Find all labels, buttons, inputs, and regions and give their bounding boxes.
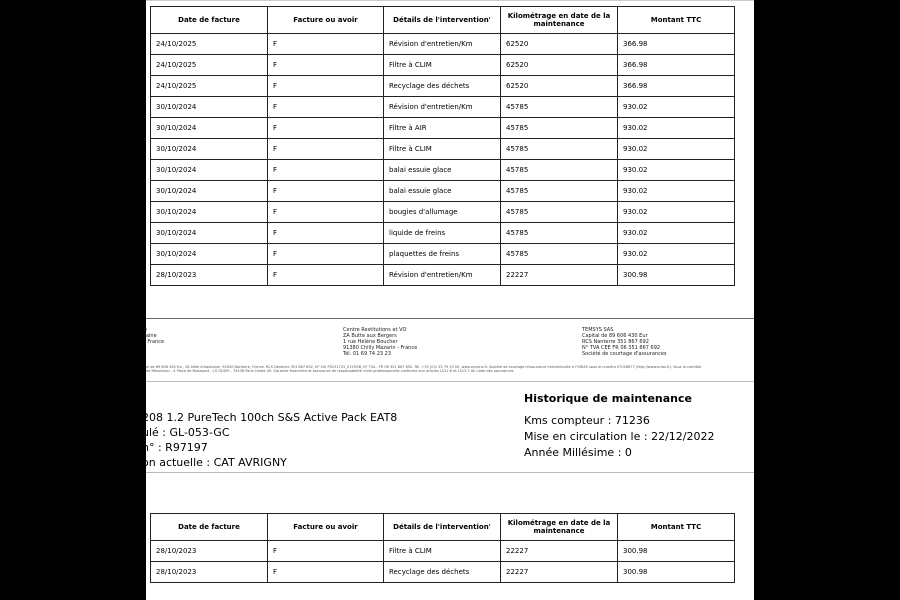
cell-amount: 300.98 [618,265,735,286]
cell-type: F [268,97,384,118]
cell-details: balai essuie glace [384,160,501,181]
footer-legal: al de 89 606 430 Eur, 28 Allée d'Aquitaine, 92000 Nanterre, France. RCS Nanterre 351 867 692, N° SIU FR231725_01YSGB, N° TVA - FR 06 351 867 692. Tél. +33 (0)1 55 79 19 00, www.ayvens.fr. Société de courtage d'assurance immatriculée à l'ORIAS sous le numéro 07026677 (http://www.orias.fr). Sous le contrôle de Résolution - 4 Place de Budapest - CS 92459 - 75436 Paris Cedex 09. Garantie financière et assurance de responsabilité civile professionnelle conforme aux articles L512.6 et L512.7 du Code des assurances. [146,365,702,373]
cell-date: 30/10/2024 [151,97,268,118]
cell-date: 30/10/2024 [151,244,268,265]
cell-amount: 366.98 [618,34,735,55]
table-row [151,223,735,244]
cell-type: F [268,244,384,265]
vehicle-model: 208 1.2 PureTech 100ch S&S Active Pack EAT8 [142,411,398,424]
vehicle-plate: ulé : GL-053-GC [142,426,230,439]
cell-type: F [268,160,384,181]
cell-mileage: 45785 [501,223,618,244]
cell-mileage: 62520 [501,76,618,97]
table-row [151,160,735,181]
cell-date: 24/10/2025 [151,76,268,97]
cell-date: 28/10/2023 [151,541,268,562]
header-date: Date de facture [151,7,268,34]
header-details: Détails de l'intervention' [384,514,501,541]
cell-mileage: 45785 [501,181,618,202]
maintenance-table-top [150,6,735,286]
history-registration-date: Mise en circulation le : 22/12/2022 [524,430,715,443]
table-row [151,541,735,562]
table-row [151,76,735,97]
cell-type: F [268,181,384,202]
cell-mileage: 45785 [501,244,618,265]
table-row [151,265,735,286]
cell-amount: 930.02 [618,223,735,244]
cell-amount: 930.02 [618,97,735,118]
cell-amount: 930.02 [618,181,735,202]
cell-details: Filtre à AIR [384,118,501,139]
cell-details: Recyclage des déchets [384,562,501,583]
section-rule [146,472,754,473]
cell-type: F [268,55,384,76]
cell-amount: 930.02 [618,160,735,181]
cell-date: 24/10/2025 [151,55,268,76]
header-mileage: Kilométrage en date de la maintenance [501,7,618,34]
cell-mileage: 62520 [501,34,618,55]
cell-date: 30/10/2024 [151,181,268,202]
cell-amount: 930.02 [618,118,735,139]
cell-mileage: 22227 [501,541,618,562]
header-amount: Montant TTC [618,514,735,541]
cell-details: Filtre à CLIM [384,541,501,562]
table-row [151,34,735,55]
history-kms: Kms compteur : 71236 [524,414,650,427]
cell-mileage: 62520 [501,55,618,76]
table-header-row [151,514,735,541]
cell-date: 30/10/2024 [151,202,268,223]
cell-details: liquide de freins [384,223,501,244]
maintenance-table-bottom [150,513,735,583]
footer-left: e taine - France [144,327,165,345]
table-header-row [151,7,735,34]
vehicle-info [142,410,398,470]
cell-details: bougies d'allumage [384,202,501,223]
cell-mileage: 22227 [501,265,618,286]
cell-type: F [268,118,384,139]
cell-details: balai essuie glace [384,181,501,202]
cell-details: Recyclage des déchets [384,76,501,97]
cell-date: 30/10/2024 [151,118,268,139]
header-details: Détails de l'intervention' [384,7,501,34]
header-date: Date de facture [151,514,268,541]
table-row [151,181,735,202]
cell-mileage: 45785 [501,160,618,181]
cell-details: Révision d'entretien/Km [384,265,501,286]
cell-date: 28/10/2023 [151,265,268,286]
vehicle-location: on actuelle : CAT AVRIGNY [142,456,287,469]
header-type: Facture ou avoir [268,7,384,34]
cell-details: plaquettes de freins [384,244,501,265]
header-amount: Montant TTC [618,7,735,34]
cell-mileage: 45785 [501,202,618,223]
top-rule [146,0,754,1]
cell-mileage: 22227 [501,562,618,583]
header-mileage: Kilométrage en date de la maintenance [501,514,618,541]
cell-type: F [268,541,384,562]
history-title: Historique de maintenance [524,392,692,405]
table-row [151,202,735,223]
cell-type: F [268,562,384,583]
table-row [151,97,735,118]
page-footer [146,318,754,382]
footer-address: Centre Restitutions et VO ZA Butte aux Bergers 1 rue Hélène Boucher 91380 Chilly Mazarin - France Tél. 01 69 74 23 23 [343,327,418,357]
cell-amount: 930.02 [618,202,735,223]
header-type: Facture ou avoir [268,514,384,541]
table-row [151,562,735,583]
cell-date: 28/10/2023 [151,562,268,583]
footer-company: TEMSYS SAS Capital de 89 606 430 Eur RCS Nanterre 351 867 692 N° TVA CEE FR 06 351 867 692 Société de courtage d'assurances [582,327,667,357]
cell-date: 30/10/2024 [151,223,268,244]
cell-type: F [268,265,384,286]
cell-mileage: 45785 [501,139,618,160]
cell-amount: 366.98 [618,55,735,76]
cell-date: 30/10/2024 [151,139,268,160]
cell-amount: 930.02 [618,244,735,265]
cell-mileage: 45785 [501,97,618,118]
cell-amount: 300.98 [618,562,735,583]
cell-details: Filtre à CLIM [384,55,501,76]
cell-amount: 300.98 [618,541,735,562]
cell-details: Filtre à CLIM [384,139,501,160]
cell-amount: 366.98 [618,76,735,97]
document-page [142,0,754,600]
cell-date: 30/10/2024 [151,160,268,181]
cell-date: 24/10/2025 [151,34,268,55]
table-row [151,118,735,139]
vehicle-number: n° : R97197 [142,441,208,454]
cell-details: Révision d'entretien/Km [384,97,501,118]
cell-type: F [268,139,384,160]
cell-type: F [268,202,384,223]
table-row [151,55,735,76]
maintenance-history [524,392,714,461]
table-row [151,139,735,160]
cell-type: F [268,34,384,55]
cell-type: F [268,76,384,97]
table-row [151,244,735,265]
history-model-year: Année Millésime : 0 [524,446,632,459]
cell-amount: 930.02 [618,139,735,160]
cell-mileage: 45785 [501,118,618,139]
cell-details: Révision d'entretien/Km [384,34,501,55]
cell-type: F [268,223,384,244]
